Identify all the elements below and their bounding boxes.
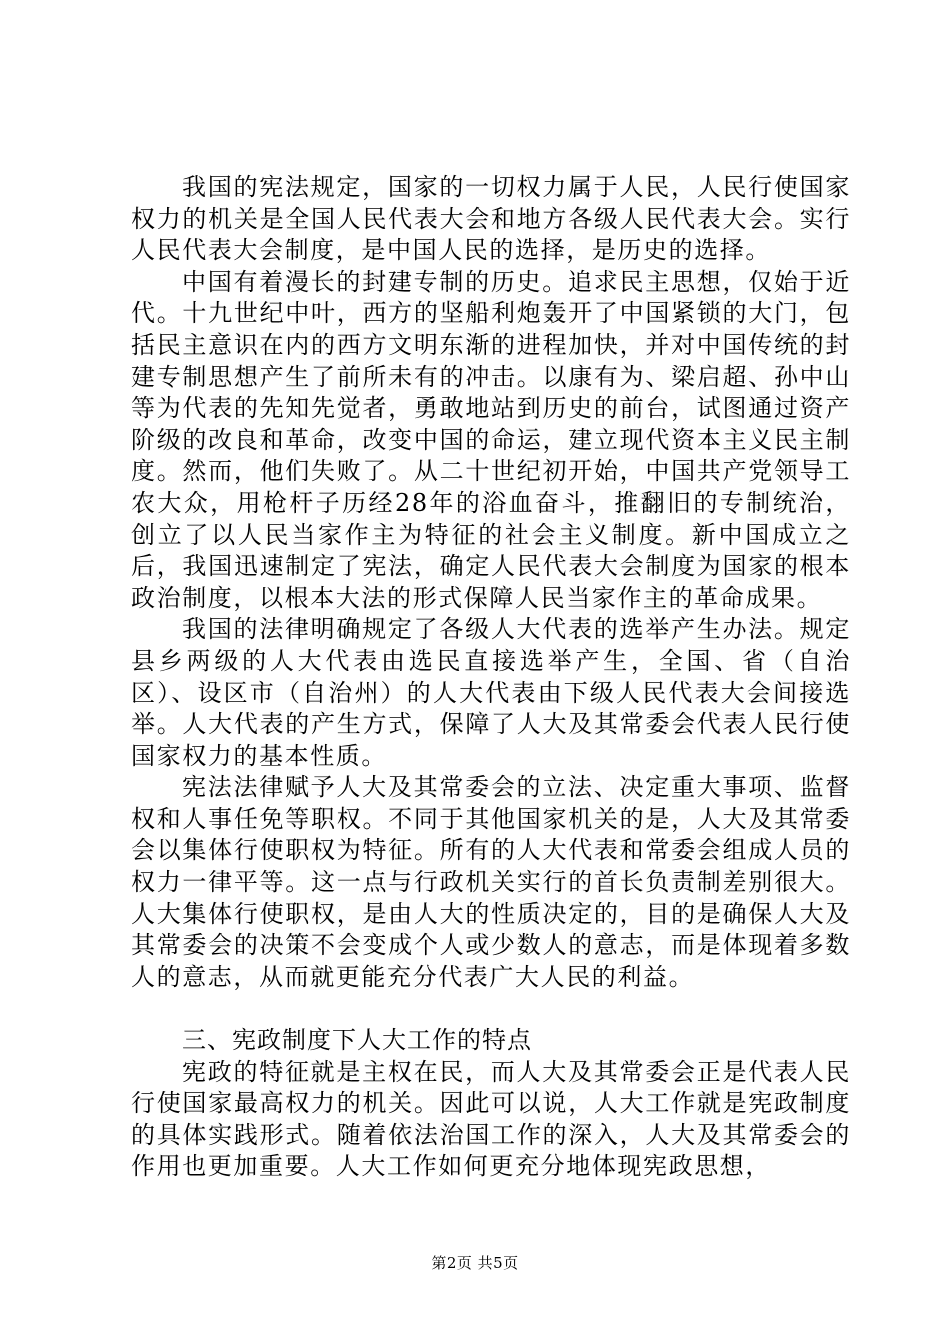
section-paragraph: 宪政的特征就是主权在民，而人大及其常委会正是代表人民行使国家最高权力的机关。因此可以说，人大工作就是宪政制度的具体实践形式。随着依法治国工作的深入，人大及其常委会的作用也更加重要。人大工作如何更充分地体现宪政思想， (131, 1057, 851, 1181)
paragraph-1: 我国的宪法规定，国家的一切权力属于人民，人民行使国家权力的机关是全国人民代表大会和地方各级人民代表大会。实行人民代表大会制度，是中国人民的选择，是历史的选择。 (131, 173, 851, 265)
page-number-footer: 第2页 共5页 (431, 1254, 519, 1272)
document-body (131, 172, 851, 1183)
section-heading: 三、宪政制度下人大工作的特点 (182, 1026, 532, 1055)
paragraph-3: 我国的法律明确规定了各级人大代表的选举产生办法。规定县乡两级的人大代表由选民直接选举产生，全国、省（自治区）、设区市（自治州）的人大代表由下级人民代表大会间接选举。人大代表的产生方式，保障了人大及其常委会代表人民行使国家权力的基本性质。 (131, 615, 851, 770)
paragraph-2: 中国有着漫长的封建专制的历史。追求民主思想，仅始于近代。十九世纪中叶，西方的坚船利炮轰开了中国紧锁的大门，包括民主意识在内的西方文明东渐的进程加快，并对中国传统的封建专制思想产生了前所未有的冲击。以康有为、梁启超、孙中山等为代表的先知先觉者，勇敢地站到历史的前台，试图通过资产阶级的改良和革命，改变中国的命运，建立现代资本主义民主制度。然而，他们失败了。从二十世纪初开始，中国共产党领导工农大众，用枪杆子历经28年的浴血奋斗，推翻旧的专制统治，创立了以人民当家作主为特征的社会主义制度。新中国成立之后，我国迅速制定了宪法，确定人民代表大会制度为国家的根本政治制度，以根本大法的形式保障人民当家作主的革命成果。 (131, 267, 851, 612)
paragraph-4: 宪法法律赋予人大及其常委会的立法、决定重大事项、监督权和人事任免等职权。不同于其他国家机关的是，人大及其常委会以集体行使职权为特征。所有的人大代表和常委会组成人员的权力一律平等。这一点与行政机关实行的首长负责制差别很大。人大集体行使职权，是由人大的性质决定的，目的是确保人大及其常委会的决策不会变成个人或少数人的意志，而是体现着多数人的意志，从而就更能充分代表广大人民的利益。 (131, 773, 851, 991)
